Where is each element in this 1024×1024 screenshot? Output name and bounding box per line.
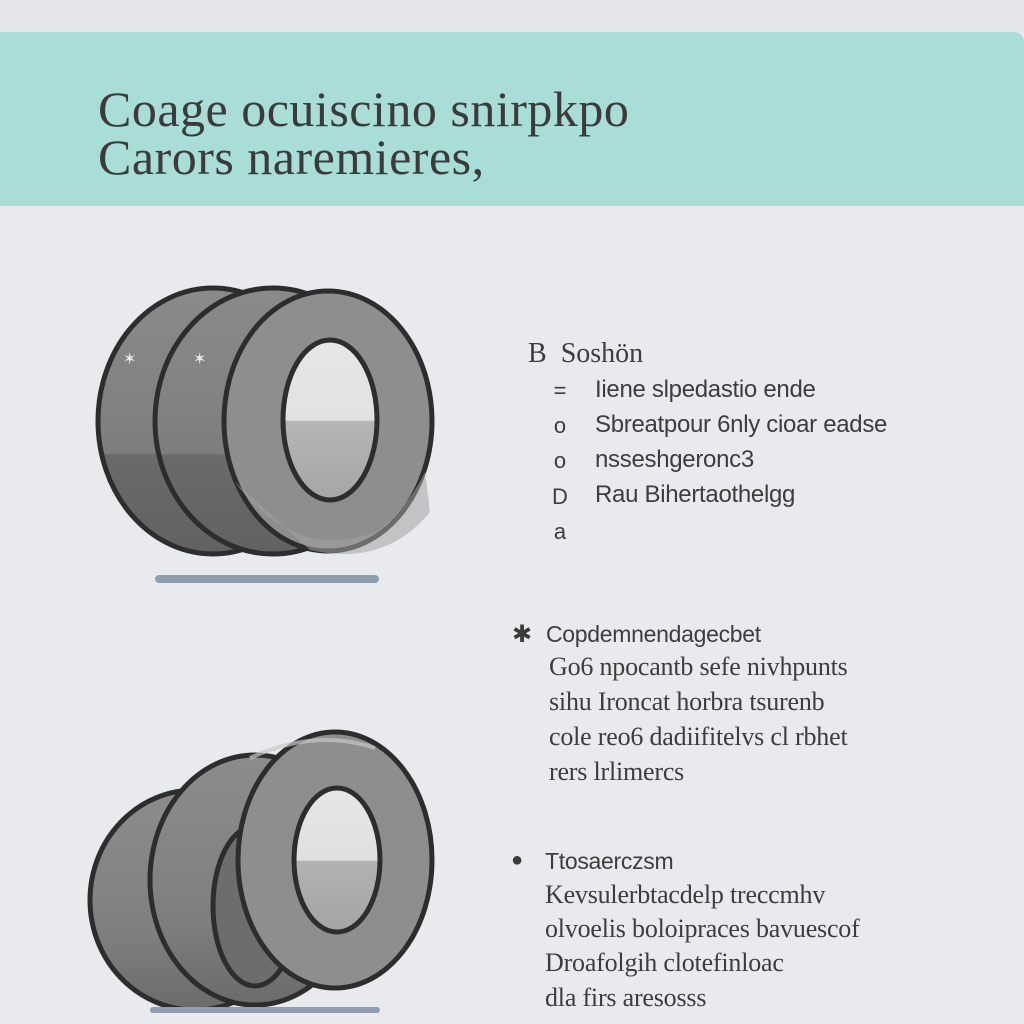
section-title: Ttosaerczsm xyxy=(545,848,674,874)
tire-illustration-bottom xyxy=(85,718,445,1013)
section-paragraph-line: Droafolgih clotefinloac xyxy=(545,948,784,977)
sparkle-icon: ✶ xyxy=(193,351,207,368)
spec-marker: o xyxy=(553,448,567,473)
section-paragraph-line: Go6 npocantb sefe nivhpunts xyxy=(549,652,848,681)
spec-item-text: Iiene slpedastio ende xyxy=(595,376,816,403)
caption-bar-top xyxy=(155,575,379,583)
section-paragraph-line: cole reo6 dadiifitelvs cl rbhet xyxy=(549,722,848,751)
page-subtitle: Carors naremieres, xyxy=(98,129,485,185)
section-paragraph-line: dla firs aresosss xyxy=(545,983,707,1012)
spec-marker: o xyxy=(553,413,567,438)
section-paragraph-line: sihu Ironcat horbra tsurenb xyxy=(549,687,825,716)
tire-illustration-top xyxy=(95,282,440,567)
specs-heading-text: Soshön xyxy=(560,338,644,369)
spec-item-text: Sbreatpour 6nly cioar eadse xyxy=(595,411,888,438)
section-title: Copdemnendagecbet xyxy=(546,621,761,647)
tire-hole xyxy=(294,788,380,932)
section-paragraph-line: Kevsulerbtacdelp treccmhv xyxy=(545,880,826,909)
tire-hole xyxy=(283,340,377,500)
star-icon: ✱ xyxy=(512,621,533,648)
sparkle-icon: ✶ xyxy=(123,351,137,368)
top-strip xyxy=(0,0,1024,32)
spec-marker: D xyxy=(552,484,568,509)
dot-icon: ● xyxy=(511,849,524,871)
spec-item-text: nsseshgeronc3 xyxy=(595,446,754,473)
page-title: Coage ocuiscino snirpkpo xyxy=(98,81,630,137)
spec-item-text: Rau Bihertaothelgg xyxy=(595,481,796,508)
specs-heading-marker: B xyxy=(528,338,547,369)
spec-marker: a xyxy=(553,519,567,544)
section-paragraph-line: olvoelis boloipraces bavuescof xyxy=(545,914,860,943)
caption-bar-bottom xyxy=(150,1007,380,1013)
section-paragraph-line: rers lrlimercs xyxy=(549,757,685,786)
spec-marker: = xyxy=(553,378,567,403)
specs-heading xyxy=(528,338,643,370)
